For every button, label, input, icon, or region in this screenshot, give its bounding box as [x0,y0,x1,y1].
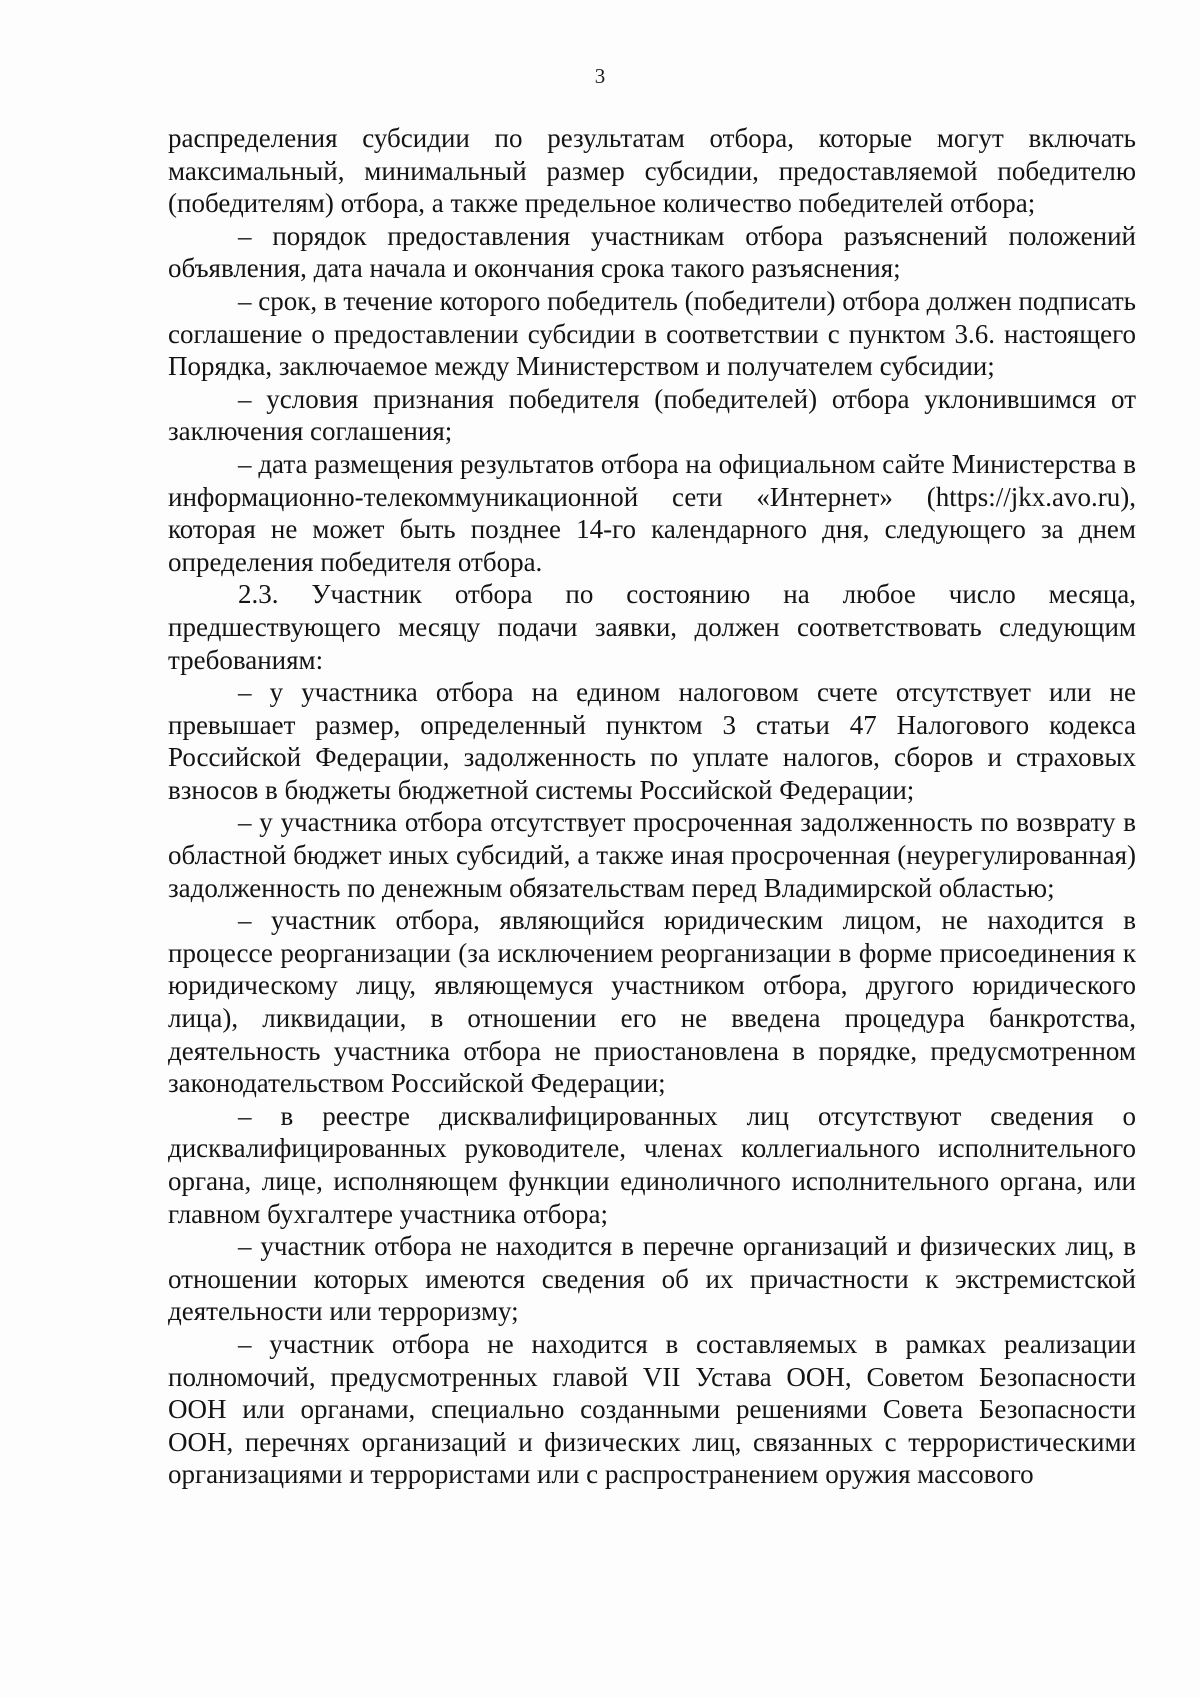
paragraph-overdue-debt: – у участника отбора отсутствует просроченная задолженность по возврату в областной бюджет иных субсидий, а также иная просроченная (неурегулированная) задолженность по денежным обязательствам перед Владимирской областью; [168,807,1136,903]
paragraph-results-publication: – дата размещения результатов отбора на официальном сайте Министерства в информационно-телекоммуникационной сети «Интернет» (https://jkx.avo.ru), которая не может быть позднее 14-го календарного дня, следующего за днем определения победителя отбора. [168,448,1136,577]
paragraph-disqualified-registry: – в реестре дисквалифицированных лиц отсутствуют сведения о дисквалифицированных руководителе, членах коллегиального исполнительного органа, лице, исполняющем функции единоличного исполнительного органа, или главном бухгалтере участника отбора; [168,1100,1136,1229]
paragraph-reorganization: – участник отбора, являющийся юридическим лицом, не находится в процессе реорганизации (за исключением реорганизации в форме присоединения к юридическому лицу, являющемуся участником отбора, другого юридического лица), ликвидации, в отношении его не введена процедура банкротства, деятельность участника отбора не приостановлена в порядке, предусмотренном законодательством Российской Федерации; [168,905,1136,1099]
page-number: 3 [594,64,606,88]
document-body [168,122,1136,1491]
paragraph-tax-debt: – у участника отбора на едином налоговом счете отсутствует или не превышает размер, определенный пунктом 3 статьи 47 Налогового кодекса Российской Федерации, задолженность по уплате налогов, сборов и страховых взносов в бюджеты бюджетной системы Российской Федерации; [168,677,1136,805]
paragraph-evasion-conditions: – условия признания победителя (победителей) отбора уклонившимся от заключения соглашения; [168,383,1136,447]
paragraph-continuation: распределения субсидии по результатам отбора, которые могут включать максимальный, минимальный размер субсидии, предоставляемой победителю (победителям) отбора, а также предельное количество победителей отбора; [168,123,1136,219]
paragraph-clarification-procedure: – порядок предоставления участникам отбора разъяснений положений объявления, дата начала и окончания срока такого разъяснения; [168,220,1136,284]
paragraph-un-sanctions: – участник отбора не находится в составляемых в рамках реализации полномочий, предусмотренных главой VII Устава ООН, Советом Безопасности ООН или органами, специально созданными решениями Совета Безопасности ООН, перечнях организаций и физических лиц, связанных с террористическими организациями и террористами или с распространением оружия массового [168,1328,1136,1490]
paragraph-section-2-3: 2.3. Участник отбора по состоянию на любое число месяца, предшествующего месяцу подачи заявки, должен соответствовать следующим требованиям: [168,579,1136,675]
paragraph-extremism-list: – участник отбора не находится в перечне организаций и физических лиц, в отношении которых имеются сведения об их причастности к экстремистской деятельности или терроризму; [168,1231,1136,1327]
paragraph-agreement-deadline: – срок, в течение которого победитель (победители) отбора должен подписать соглашение о предоставлении субсидии в соответствии с пунктом 3.6. настоящего Порядка, заключаемое между Министерством и получателем субсидии; [168,285,1136,382]
